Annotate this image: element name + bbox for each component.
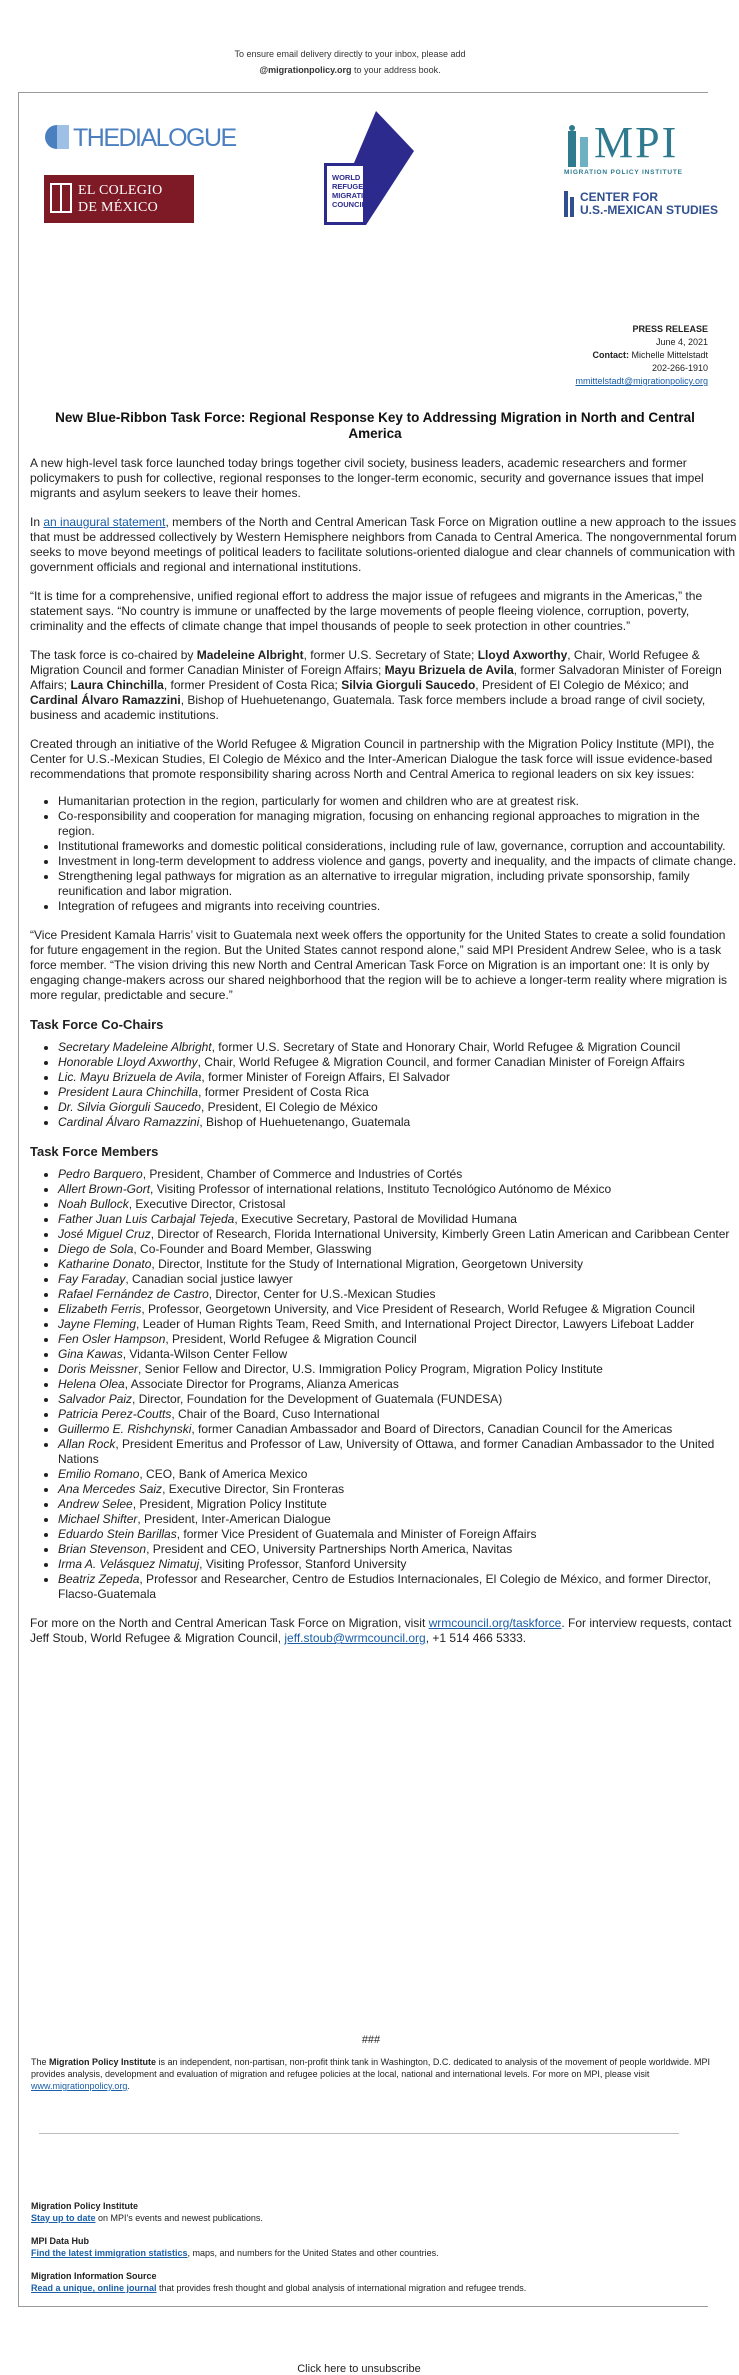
footer-link-group	[31, 2200, 526, 2224]
list-item	[58, 1070, 739, 1085]
list-item	[58, 1287, 739, 1302]
paragraph-initiative: Created through an initiative of the World Refugee & Migration Council in partnership with the Migration Policy Institute (MPI), the Center for U.S.-Mexican Studies, El Colegio de México and the Inter-American Dialogue the task force will issue evidence-based recommendations that promote responsibility sharing across North and Central America to regional leaders on six key issues:	[30, 737, 715, 781]
list-item	[58, 1467, 739, 1482]
unsubscribe-link-wrap	[19, 2363, 699, 2375]
colmex-logo-line-1: EL COLEGIO	[78, 183, 163, 198]
person-role: , Professor and Researcher, Centro de Estudios Internacionales, El Colegio de México, and former Director, Flacso-Guatemala	[58, 1572, 712, 1601]
person-name: Lic. Mayu Brizuela de Avila	[58, 1070, 202, 1084]
paragraph-text: For more on the North and Central American Task Force on Migration, visit	[30, 1616, 429, 1630]
list-item: • Co-responsibility and cooperation for managing migration, focusing on enhancing regional approaches to migration in the region.	[58, 809, 739, 839]
paragraph-intro: A new high-level task force launched today brings together civil society, business leaders, academic researchers and former policymakers to push for collective, regional responses to the longer-term economic, security and governance issues that impel migrants and asylum seekers to leave their homes.	[30, 456, 704, 500]
list-item	[58, 1212, 739, 1227]
person-role: , Director, Institute for the Study of International Migration, Georgetown University	[151, 1257, 583, 1271]
about-mpi	[31, 2034, 711, 2092]
list-item	[58, 1347, 739, 1362]
person-role: , Executive Secretary, Pastoral de Movilidad Humana	[234, 1212, 517, 1226]
article	[19, 410, 739, 1660]
wrmc-logo-line: COUNCIL	[332, 200, 367, 209]
footer-link-title: Migration Information Source	[31, 2271, 157, 2281]
footer-link-group	[31, 2270, 526, 2294]
person-name: Brian Stevenson	[58, 1542, 147, 1556]
contact-phone: 202-266-1910	[651, 363, 708, 373]
wrmc-logo[interactable]	[324, 111, 414, 225]
list-item	[58, 1407, 739, 1422]
footer-link-text: that provides fresh thought and global analysis of international migration and refugee trends.	[156, 2283, 527, 2293]
person-role: , President, El Colegio de México	[200, 1100, 378, 1114]
list-item	[58, 1302, 739, 1317]
mpi-logo-subtitle: MIGRATION POLICY INSTITUTE	[564, 169, 683, 176]
immigration-statistics-link[interactable]: Find the latest immigration statistics	[31, 2248, 188, 2258]
list-item	[58, 1527, 739, 1542]
paragraph-text: , members of the North and Central American Task Force on Migration outline a new approach to the issues that must be addressed collectively by Western Hemisphere neighbors from Canada to Central America. The nongovernmental forum seeks to move beyond meetings of political leaders to facilitate solutions-oriented dialogue and clear channels of communication with government officials and regional and international institutions.	[30, 515, 737, 574]
list-item	[58, 1227, 739, 1242]
list-item	[58, 1272, 739, 1287]
list-item	[58, 1167, 739, 1182]
contact-email-link[interactable]: mmittelstadt@migrationpolicy.org	[575, 376, 708, 386]
person-role: , Visiting Professor, Stanford University	[199, 1557, 407, 1571]
list-item	[58, 1242, 739, 1257]
center-us-mexican-logo	[580, 191, 718, 217]
colegio-de-mexico-logo[interactable]	[44, 175, 194, 223]
press-release-label: PRESS RELEASE	[632, 324, 708, 334]
about-text: is an independent, non-partisan, non-profit think tank in Washington, D.C. dedicated to analysis of the movement of people worldwide. MPI provides analysis, development and evaluation of migration and refugee policies at the local, national and international levels. For more on MPI, please visit	[31, 2057, 711, 2079]
person-role: , President, Inter-American Dialogue	[137, 1512, 331, 1526]
dialogue-logo-text: THEDIALOGUE	[73, 124, 236, 152]
key-issues-list	[58, 794, 739, 914]
person-role: , President and CEO, University Partnerships North America, Navitas	[146, 1542, 513, 1556]
mpi-logo[interactable]	[564, 118, 724, 221]
colmex-emblem-icon	[50, 183, 72, 213]
footer-link-text: , maps, and numbers for the United States and other countries.	[187, 2248, 439, 2258]
person-name: President Laura Chinchilla	[58, 1085, 199, 1099]
person-name: Diego de Sola	[58, 1242, 134, 1256]
person-name: Katharine Donato	[58, 1257, 152, 1271]
footer-links	[31, 2200, 526, 2305]
person-name: Ana Mercedes Saiz	[58, 1482, 163, 1496]
list-item	[58, 1497, 739, 1512]
person-role: , Director, Foundation for the Development of Guatemala (FUNDESA)	[132, 1392, 503, 1406]
person-role: , Bishop of Huehuetenango, Guatemala	[199, 1115, 411, 1129]
wrmc-logo-text	[332, 173, 376, 209]
paragraph-text: In	[30, 515, 44, 529]
release-contact	[538, 349, 708, 362]
person-name: Rafael Fernández de Castro	[58, 1287, 209, 1301]
paragraph-text: The task force is co-chaired by	[30, 648, 197, 662]
paragraph-text: , Bishop of Huehuetenango, Guatemala. Task force members include a broad range of civil society, business and academic institutions.	[30, 693, 706, 722]
person-role: , President, Chamber of Commerce and Industries of Cortés	[142, 1167, 463, 1181]
list-item	[58, 1572, 739, 1602]
person-role: , Leader of Human Rights Team, Reed Smith, and International Project Director, Lawyers Lifeboat Ladder	[136, 1317, 695, 1331]
about-text: The	[31, 2057, 50, 2067]
list-item: • Investment in long-term development to address violence and gangs, poverty and inequality, and the impacts of climate change.	[58, 854, 739, 869]
list-item	[58, 1557, 739, 1572]
dialogue-circle-icon	[45, 125, 69, 149]
person-name: Irma A. Velásquez Nimatuj	[58, 1557, 200, 1571]
person-name: Elizabeth Ferris	[58, 1302, 142, 1316]
wrmc-logo-line: WORLD	[332, 173, 361, 182]
person-name: Dr. Silvia Giorguli Saucedo	[58, 1100, 201, 1114]
person-name: Eduardo Stein Barillas	[58, 1527, 177, 1541]
person-name: Noah Bullock	[58, 1197, 129, 1211]
preheader	[0, 0, 700, 92]
list-item	[58, 1257, 739, 1272]
person-role: , President Emeritus and Professor of Law, University of Ottawa, and former Canadian Ambassador to the United Nations	[58, 1437, 715, 1466]
person-role: , Senior Fellow and Director, U.S. Immigration Policy Program, Migration Policy Institute	[138, 1362, 603, 1376]
footer-divider	[39, 2133, 679, 2134]
cochairs-heading: Task Force Co-Chairs	[30, 1017, 164, 1032]
wrmc-logo-line: REFUGEE &	[332, 182, 376, 191]
paragraph-text: , Chair, World Refugee & Migration Council and former Canadian Minister of Foreign Affairs;	[30, 648, 700, 677]
person-name: Michael Shifter	[58, 1512, 138, 1526]
footer-link-title: Migration Policy Institute	[31, 2201, 139, 2211]
person-role: , Visiting Professor of international relations, Instituto Tecnológico Autónomo de México	[150, 1182, 612, 1196]
person-role: , former U.S. Secretary of State and Honorary Chair, World Refugee & Migration Council	[211, 1040, 681, 1054]
person-name: Salvador Paiz	[58, 1392, 133, 1406]
footer-link-title: MPI Data Hub	[31, 2236, 90, 2246]
list-item	[58, 1197, 739, 1212]
paragraph-cochairs	[30, 648, 739, 723]
person-role: , President, World Refugee & Migration Council	[165, 1332, 417, 1346]
person-role: , Director of Research, Florida International University, Kimberly Green Latin American and Caribbean Center	[150, 1227, 730, 1241]
wrmc-logo-line: MIGRATION	[332, 191, 375, 200]
list-item	[58, 1040, 739, 1055]
paragraph-selee-quote: “Vice President Kamala Harris’ visit to Guatemala next week offers the opportunity for the United States to create a solid foundation for future engagement in the region. But the United States cannot respond alone,” said MPI President Andrew Selee, who is a task force member. “The vision driving this new North and Central American Task Force on Migration is an important one: It is only by engaging change-makers across our shared neighborhood that the region will be to achieve a longer-term reality where migration is more regular, predictable and secure.”	[30, 928, 728, 1002]
person-name: Fay Faraday	[58, 1272, 126, 1286]
person-role: , former Minister of Foreign Affairs, El Salvador	[201, 1070, 450, 1084]
person-name: Doris Meissner	[58, 1362, 139, 1376]
the-dialogue-logo[interactable]	[45, 123, 236, 152]
list-item	[58, 1182, 739, 1197]
paragraph-text: , former U.S. Secretary of State;	[303, 648, 478, 662]
person-role: , Director, Center for U.S.-Mexican Studies	[208, 1287, 436, 1301]
person-name: Beatriz Zepeda	[58, 1572, 140, 1586]
list-item	[58, 1437, 739, 1467]
paragraph-text: , President of El Colegio de México; and	[475, 678, 689, 692]
person-name: Allan Rock	[58, 1437, 116, 1451]
mpi-website-link[interactable]: www.migrationpolicy.org	[31, 2081, 128, 2091]
preheader-line-1: To ensure email delivery directly to your inbox, please add	[234, 49, 466, 59]
paragraph-closing	[30, 1616, 739, 1646]
list-item	[58, 1392, 739, 1407]
list-item: • Institutional frameworks and domestic political considerations, including rule of law, governance, corruption and accountability.	[58, 839, 739, 854]
list-item: • Strengthening legal pathways for migration as an alternative to irregular migration, including private sponsorship, family reunification and labor migration.	[58, 869, 739, 899]
paragraph-statement	[30, 515, 739, 575]
person-role: , former Canadian Ambassador and Board of Directors, Canadian Council for the Americas	[191, 1422, 673, 1436]
paragraph-text: , +1 514 466 5333.	[425, 1631, 527, 1645]
person-role: , CEO, Bank of America Mexico	[139, 1467, 308, 1481]
cochairs-list	[58, 1040, 739, 1130]
list-item	[58, 1115, 739, 1130]
person-name: Allert Brown-Gort	[58, 1182, 151, 1196]
person-role: , Executive Director, Sin Fronteras	[162, 1482, 345, 1496]
person-role: , Associate Director for Programs, Alianza Americas	[124, 1377, 399, 1391]
contact-label: Contact:	[592, 350, 629, 360]
release-date: June 4, 2021	[655, 337, 708, 347]
paragraph-text: . For interview requests, contact Jeff Stoub, World Refugee & Migration Council,	[30, 1616, 732, 1645]
paragraph-text: , former President of Costa Rica;	[163, 678, 342, 692]
person-name: Patricia Perez-Coutts	[58, 1407, 172, 1421]
members-list	[58, 1167, 739, 1602]
list-item	[58, 1542, 739, 1557]
list-item	[58, 1317, 739, 1332]
person-role: , President, Migration Policy Institute	[132, 1497, 327, 1511]
separator: ###	[361, 2034, 381, 2046]
person-role: , Canadian social justice lawyer	[125, 1272, 293, 1286]
cochair-name: Madeleine Albright	[196, 648, 304, 662]
person-name: Honorable Lloyd Axworthy	[58, 1055, 198, 1069]
person-name: Pedro Barquero	[58, 1167, 143, 1181]
person-name: Father Juan Luis Carbajal Tejeda	[58, 1212, 235, 1226]
about-text: .	[127, 2081, 130, 2091]
cochair-name: Mayu Brizuela de Avila	[384, 663, 514, 677]
mpi-logo-letters: MPI	[594, 118, 679, 167]
person-role: , Executive Director, Cristosal	[128, 1197, 286, 1211]
person-name: Gina Kawas	[58, 1347, 123, 1361]
center-logo-line-1: CENTER FOR	[580, 190, 658, 204]
person-name: Helena Olea	[58, 1377, 125, 1391]
footer-link-text: on MPI's events and newest publications.	[95, 2213, 263, 2223]
about-mpi-text	[31, 2056, 711, 2092]
members-heading: Task Force Members	[30, 1144, 159, 1159]
center-logo-mark-icon	[564, 191, 578, 217]
email-body	[18, 92, 737, 2375]
person-role: , Vidanta-Wilson Center Fellow	[122, 1347, 288, 1361]
paragraph-quote: “It is time for a comprehensive, unified regional effort to address the major issue of refugees and migrants in the Americas,” the statement says. “No country is immune or unaffected by the large movements of people fleeing violence, corruption, poverty, criminality and the effects of climate change that impel thousands of people to seek protection in other countries.”	[30, 589, 703, 633]
preheader-suffix: to your address book.	[351, 65, 441, 75]
unsubscribe-link[interactable]: Click here to unsubscribe	[297, 2363, 421, 2375]
list-item	[58, 1482, 739, 1497]
cochair-name: Silvia Giorguli Saucedo	[341, 678, 476, 692]
list-item	[58, 1332, 739, 1347]
list-item: • Humanitarian protection in the region, particularly for women and children who are at greatest risk.	[58, 794, 739, 809]
contact-email-link[interactable]: jeff.stoub@wrmcouncil.org	[284, 1631, 426, 1645]
paragraph-text: , former Salvadoran Minister of Foreign Affairs;	[30, 663, 722, 692]
list-item	[58, 1377, 739, 1392]
cochair-name: Lloyd Axworthy	[477, 648, 568, 662]
person-role: , Chair of the Board, Cuso International	[171, 1407, 380, 1421]
person-name: Cardinal Álvaro Ramazzini	[58, 1115, 200, 1129]
list-item: • Integration of refugees and migrants into receiving countries.	[58, 899, 739, 914]
contact-name: Michelle Mittelstadt	[631, 350, 708, 360]
list-item	[58, 1362, 739, 1377]
inaugural-statement-link[interactable]: an inaugural statement	[43, 515, 166, 529]
colmex-logo-line-2: DE MÉXICO	[78, 200, 159, 215]
article-title: New Blue-Ribbon Task Force: Regional Response Key to Addressing Migration in North and Central America	[55, 410, 695, 441]
stay-up-to-date-link[interactable]: Stay up to date	[31, 2213, 96, 2223]
online-journal-link[interactable]: Read a unique, online journal	[31, 2283, 157, 2293]
taskforce-website-link[interactable]: wrmcouncil.org/taskforce	[428, 1616, 562, 1630]
mpi-figure-icon	[564, 125, 594, 169]
preheader-email: @migrationpolicy.org	[259, 65, 352, 75]
list-item	[58, 1085, 739, 1100]
person-role: , former Vice President of Guatemala and Minister of Foreign Affairs	[176, 1527, 537, 1541]
person-name: Emilio Romano	[58, 1467, 140, 1481]
about-org-name: Migration Policy Institute	[49, 2057, 157, 2067]
person-name: Guillermo E. Rishchynski	[58, 1422, 192, 1436]
person-role: , Co-Founder and Board Member, Glasswing	[133, 1242, 372, 1256]
person-role: , Professor, Georgetown University, and Vice President of Research, World Refugee & Migration Council	[141, 1302, 695, 1316]
press-release-info	[538, 323, 708, 388]
list-item	[58, 1422, 739, 1437]
person-name: Jayne Fleming	[58, 1317, 137, 1331]
partner-logos	[19, 93, 719, 228]
person-name: Andrew Selee	[58, 1497, 133, 1511]
list-item	[58, 1512, 739, 1527]
footer-link-group	[31, 2235, 526, 2259]
person-name: José Miguel Cruz	[58, 1227, 151, 1241]
person-role: , former President of Costa Rica	[198, 1085, 369, 1099]
list-item	[58, 1055, 739, 1070]
person-name: Fen Osler Hampson	[58, 1332, 166, 1346]
cochair-name: Laura Chinchilla	[70, 678, 164, 692]
cochair-name: Cardinal Álvaro Ramazzini	[30, 693, 181, 707]
center-logo-line-2: U.S.-MEXICAN STUDIES	[580, 203, 719, 217]
list-item	[58, 1100, 739, 1115]
person-role: , Chair, World Refugee & Migration Council, and former Canadian Minister of Foreign Affairs	[197, 1055, 685, 1069]
person-name: Secretary Madeleine Albright	[58, 1040, 212, 1054]
preheader-line-2	[0, 62, 700, 78]
